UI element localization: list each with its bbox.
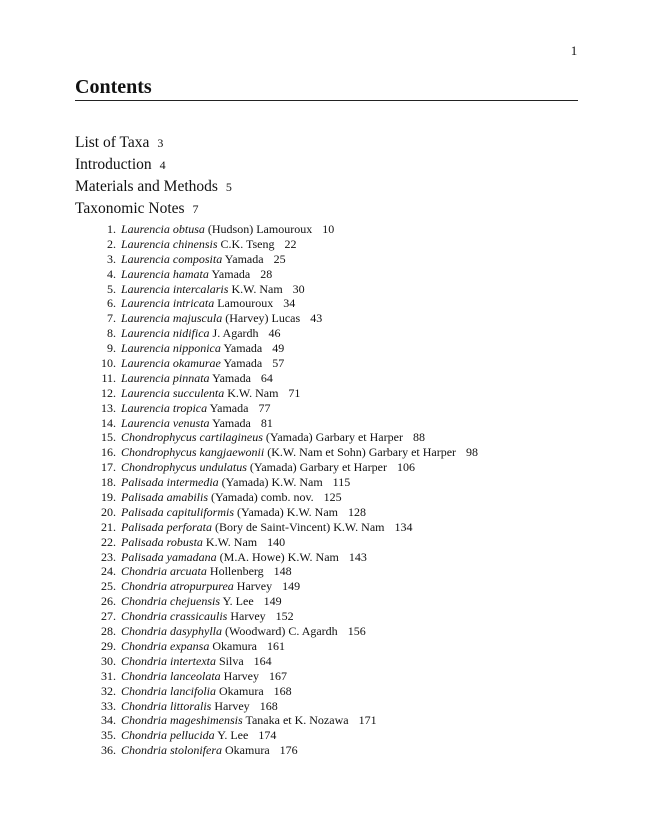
taxon-entry [96,713,478,728]
taxon-entry [96,699,478,714]
entry-page: 149 [263,594,282,609]
entry-page: 64 [260,370,273,385]
taxon-name: Laurencia majuscula [121,311,223,326]
entry-page: 164 [253,653,272,668]
taxon-name: Palisada amabilis [121,490,209,505]
taxon-author: Harvey [230,609,266,624]
entry-number: 3. [107,251,116,266]
section-page: 3 [157,136,164,150]
taxon-entry [96,416,478,431]
entry-page: 30 [292,281,305,296]
entry-number: 21. [101,519,116,534]
entry-number: 11. [101,370,116,385]
taxon-author: (Harvey) Lucas [225,311,301,326]
taxon-author: (Yamada) comb. nov. [211,490,314,505]
entry-page: 25 [273,251,286,266]
entry-number: 27. [101,609,116,624]
taxon-entry [96,356,478,371]
taxon-author: K.W. Nam [205,534,258,549]
taxon-entry [96,728,478,743]
entry-page: 98 [466,445,479,460]
taxon-author: Yamada [223,356,263,371]
taxon-name: Laurencia pinnata [121,370,210,385]
entry-number: 19. [101,490,116,505]
entry-number: 2. [107,236,116,251]
taxon-author: C.K. Tseng [220,236,275,251]
taxon-author: Harvey [223,668,259,683]
taxon-entry [96,282,478,297]
taxon-name: Laurencia intercalaris [121,281,229,296]
taxon-name: Palisada capituliformis [121,504,235,519]
taxon-name: Chondria lancifolia [121,683,217,698]
taxon-name: Chondria dasyphylla [121,624,222,639]
taxon-name: Palisada intermedia [121,475,219,490]
entry-page: 143 [348,549,367,564]
taxon-name: Laurencia okamurae [121,356,221,371]
taxon-name: Laurencia obtusa [121,222,205,236]
taxon-author: (Woodward) C. Agardh [225,624,338,639]
entry-page: 149 [282,579,301,594]
taxon-name: Laurencia nipponica [121,341,221,356]
taxon-entry [96,564,478,579]
taxon-entry [96,520,478,535]
entry-page: 49 [272,341,285,356]
taxon-name: Chondrophycus kangjaewonii [121,445,265,460]
taxon-entry [96,609,478,624]
taxon-entry [96,535,478,550]
taxon-entry [96,639,478,654]
entry-number: 22. [101,534,116,549]
entry-page: 81 [260,415,273,430]
entry-page: 106 [396,460,415,475]
taxon-entry [96,326,478,341]
entry-number: 10. [101,356,116,371]
entry-page: 88 [412,430,425,445]
entry-page: 174 [258,728,277,743]
taxon-entry [96,594,478,609]
taxon-name: Chondria crassicaulis [121,609,228,624]
taxon-name: Chondrophycus cartilagineus [121,430,263,445]
taxon-author: Y. Lee [222,594,254,609]
entry-number: 29. [101,638,116,653]
taxon-author: Tanaka et K. Nozawa [245,713,349,728]
taxon-author: Hollenberg [209,564,264,579]
entry-page: 140 [267,534,286,549]
taxon-author: (Yamada) Garbary et Harper [249,460,387,475]
taxon-author: Y. Lee [217,728,249,743]
taxon-name: Laurencia succulenta [121,385,225,400]
section-title: List of Taxa [75,134,150,151]
entry-number: 13. [101,400,116,415]
entry-number: 28. [101,624,116,639]
taxon-name: Chondria intertexta [121,653,216,668]
taxon-entry [96,252,478,267]
taxon-name: Chondria chejuensis [121,594,220,609]
entry-page: 152 [275,609,294,624]
taxon-name: Palisada robusta [121,534,203,549]
taxon-entry [96,684,478,699]
entry-page: 125 [323,490,342,505]
taxon-name: Chondria mageshimensis [121,713,243,728]
taxon-author: (Yamada) Garbary et Harper [265,430,403,445]
taxon-author: Yamada [212,370,251,385]
taxon-author: (Hudson) Lamouroux [207,222,313,236]
section-list [75,132,232,220]
entry-number: 35. [101,728,116,743]
taxon-entry [96,460,478,475]
taxon-author: K.W. Nam [227,385,279,400]
entry-number: 24. [101,564,116,579]
taxon-entry [96,386,478,401]
taxon-entry [96,505,478,520]
entry-number: 36. [101,743,116,758]
entry-number: 33. [101,698,116,713]
entry-number: 1. [107,222,116,236]
taxon-name: Chondria arcuata [121,564,207,579]
taxon-entry [96,371,478,386]
taxon-author: (Yamada) K.W. Nam [237,504,339,519]
entry-page: 148 [273,564,292,579]
entry-page: 22 [284,236,297,251]
taxon-name: Laurencia tropica [121,400,208,415]
toc-section [75,132,232,154]
entry-number: 18. [101,475,116,490]
taxon-author: (K.W. Nam et Sohn) Garbary et Harper [267,445,457,460]
entry-number: 16. [101,445,116,460]
entry-number: 7. [107,311,116,326]
taxon-name: Laurencia venusta [121,415,210,430]
taxon-name: Chondria littoralis [121,698,212,713]
taxon-name: Chondria pellucida [121,728,215,743]
taxon-entry [96,267,478,282]
taxon-name: Laurencia chinensis [121,236,218,251]
section-page: 7 [192,202,199,216]
entry-number: 30. [101,653,116,668]
taxon-author: Okamura [212,638,257,653]
taxon-entry [96,743,478,758]
taxon-author: Okamura [219,683,264,698]
taxon-author: J. Agardh [212,326,259,341]
entry-number: 20. [101,504,116,519]
taxon-entry [96,401,478,416]
entry-page: 115 [332,475,351,490]
taxon-entry [96,550,478,565]
entry-page: 168 [273,683,292,698]
taxon-name: Laurencia nidifica [121,326,210,341]
taxon-entry [96,475,478,490]
entry-number: 31. [101,668,116,683]
entry-number: 25. [101,579,116,594]
entry-page: 128 [348,504,367,519]
taxon-entry [96,654,478,669]
page-title: Contents [75,76,152,98]
page-number: 1 [570,43,578,58]
entry-page: 10 [322,222,335,236]
taxon-author: Silva [219,653,244,668]
taxon-author: Harvey [214,698,250,713]
section-title: Taxonomic Notes [75,200,185,217]
entry-page: 161 [267,638,285,653]
entry-page: 167 [269,668,287,683]
toc-section [75,198,232,220]
taxon-entry [96,430,478,445]
entry-page: 171 [358,713,377,728]
entry-number: 14. [101,415,116,430]
taxon-entry [96,579,478,594]
entry-number: 26. [101,594,116,609]
taxon-author: (Bory de Saint-Vincent) K.W. Nam [215,519,385,534]
taxon-entry [96,341,478,356]
entry-page: 77 [258,400,271,415]
entry-number: 12. [101,385,116,400]
taxon-author: Yamada [209,400,249,415]
taxon-name: Chondrophycus undulatus [121,460,247,475]
entry-page: 57 [272,356,285,371]
taxon-name: Palisada yamadana [121,549,217,564]
taxon-author: Yamada [211,266,251,281]
entry-number: 8. [107,326,116,341]
entry-number: 9. [107,341,116,356]
taxon-author: K.W. Nam [231,281,283,296]
entry-page: 71 [288,385,301,400]
taxa-list [96,222,478,758]
taxon-name: Chondria atropurpurea [121,579,234,594]
taxon-author: Okamura [225,743,270,758]
entry-page: 28 [260,266,273,281]
entry-number: 6. [107,296,116,311]
taxon-name: Chondria expansa [121,638,210,653]
section-title: Introduction [75,156,152,173]
taxon-entry [96,490,478,505]
taxon-name: Chondria stolonifera [121,743,223,758]
entry-page: 134 [394,519,413,534]
taxon-author: Yamada [212,415,251,430]
entry-number: 4. [107,266,116,281]
section-page: 5 [225,180,232,194]
taxon-entry [96,445,478,460]
entry-number: 15. [101,430,116,445]
taxon-entry [96,311,478,326]
entry-page: 156 [347,624,366,639]
toc-section [75,176,232,198]
taxon-name: Laurencia composita [121,251,223,266]
taxon-entry [96,624,478,639]
taxon-name: Palisada perforata [121,519,213,534]
taxon-name: Laurencia hamata [121,266,209,281]
taxon-name: Laurencia intricata [121,296,215,311]
entry-number: 23. [101,549,116,564]
entry-page: 168 [259,698,278,713]
taxon-author: Harvey [236,579,273,594]
taxon-name: Chondria lanceolata [121,668,221,683]
taxon-author: (Yamada) K.W. Nam [221,475,323,490]
taxon-author: Yamada [224,251,264,266]
taxon-entry [96,222,478,237]
entry-number: 34. [101,713,116,728]
taxon-entry [96,669,478,684]
taxon-author: Lamouroux [217,296,274,311]
entry-page: 46 [268,326,281,341]
entry-page: 176 [279,743,298,758]
taxon-entry [96,237,478,252]
section-page: 4 [159,158,166,172]
section-title: Materials and Methods [75,178,218,195]
entry-page: 43 [310,311,323,326]
taxon-author: Yamada [223,341,263,356]
taxon-entry [96,296,478,311]
taxon-author: (M.A. Howe) K.W. Nam [219,549,339,564]
title-rule [75,100,578,101]
entry-number: 32. [101,683,116,698]
entry-number: 5. [107,281,116,296]
toc-section [75,154,232,176]
entry-number: 17. [101,460,116,475]
entry-page: 34 [283,296,296,311]
